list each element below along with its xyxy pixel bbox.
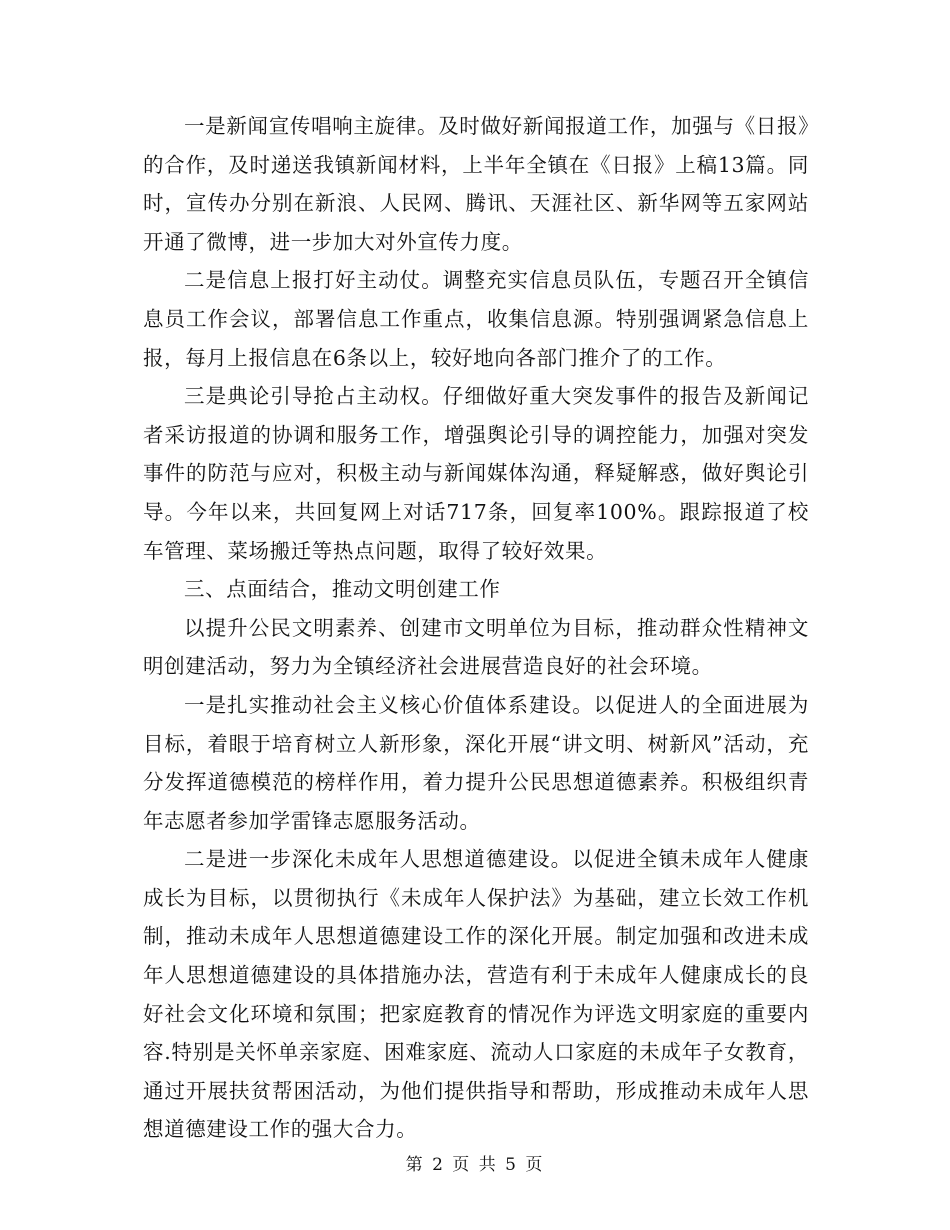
document-body bbox=[143, 107, 809, 1149]
paragraph-core-values: 一是扎实推动社会主义核心价值体系建设。以促进人的全面进展为目标，着眼于培育树立人新形象，深化开展“讲文明、树新风”活动，充分发挥道德模范的榜样作用，着力提升公民思想道德素养。积极组织青年志愿者参加学雷锋志愿服务活动。 bbox=[143, 692, 809, 833]
paragraph-info-reporting: 二是信息上报打好主动仗。调整充实信息员队伍，专题召开全镇信息员工作会议，部署信息工作重点，收集信息源。特别强调紧急信息上报，每月上报信息在6条以上，较好地向各部门推介了的工作。 bbox=[143, 268, 809, 370]
paragraph-minors-morality: 二是进一步深化未成年人思想道德建设。以促进全镇未成年人健康成长为目标，以贯彻执行《未成年人保护法》为基础，建立长效工作机制，推动未成年人思想道德建设工作的深化开展。制定加强和改进未成年人思想道德建设的具体措施办法，营造有利于未成年人健康成长的良好社会文化环境和氛围；把家庭教育的情况作为评选文明家庭的重要内容.特别是关怀单亲家庭、困难家庭、流动人口家庭的未成年子女教育，通过开展扶贫帮困活动，为他们提供指导和帮助，形成推动未成年人思想道德建设工作的强大合力。 bbox=[143, 847, 809, 1142]
section-heading-civilization: 三、点面结合，推动文明创建工作 bbox=[184, 577, 501, 602]
paragraph-news-publicity: 一是新闻宣传唱响主旋律。及时做好新闻报道工作，加强与《日报》的合作，及时递送我镇新闻材料，上半年全镇在《日报》上稿13篇。同时，宣传办分别在新浪、人民网、腾讯、天涯社区、新华网等五家网站开通了微博，进一步加大对外宣传力度。 bbox=[143, 114, 809, 254]
page-number-footer: 第 2 页 共 5 页 bbox=[405, 1155, 545, 1175]
paragraph-public-opinion: 三是典论引导抢占主动权。仔细做好重大突发事件的报告及新闻记者采访报道的协调和服务工作，增强舆论引导的调控能力，加强对突发事件的防范与应对，积极主动与新闻媒体沟通，释疑解惑，做好舆论引导。今年以来，共回复网上对话717条，回复率100%。跟踪报道了校车管理、菜场搬迁等热点问题，取得了较好效果。 bbox=[143, 384, 809, 563]
paragraph-civilization-intro: 以提升公民文明素养、创建市文明单位为目标，推动群众性精神文明创建活动，努力为全镇经济社会进展营造良好的社会环境。 bbox=[143, 615, 809, 679]
